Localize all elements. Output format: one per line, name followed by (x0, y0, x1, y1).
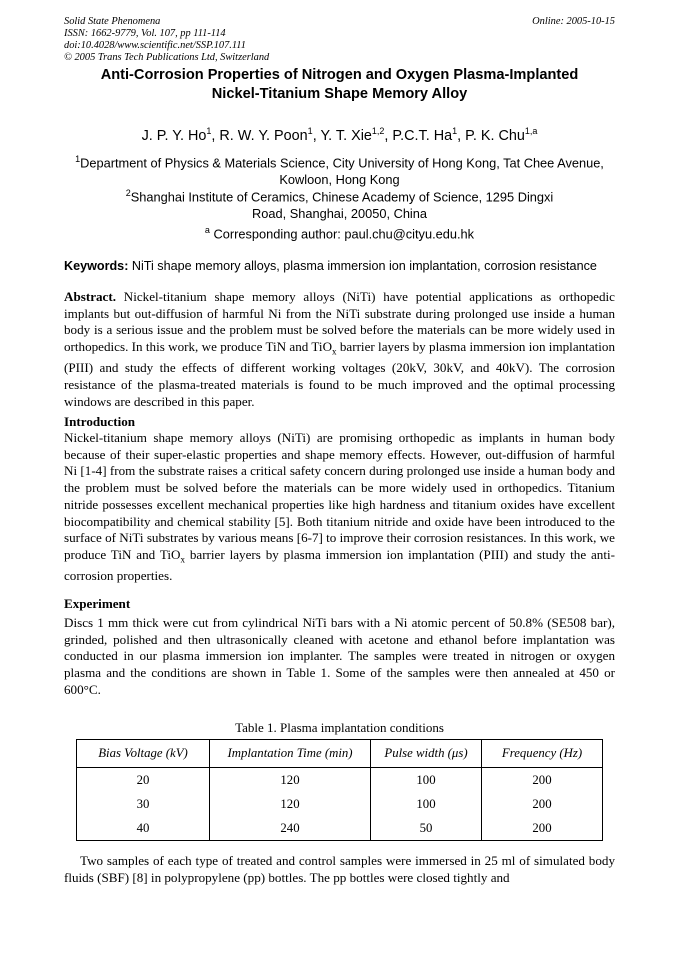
abstract-label: Abstract. (64, 289, 116, 304)
table-cell: 100 (371, 768, 482, 793)
affiliation-1-line-1: Department of Physics & Materials Science, City University of Hong Kong, Tat Chee Avenue, (80, 155, 604, 171)
doi-line: doi:10.4028/www.scientific.net/SSP.107.111 (64, 40, 246, 51)
header-pulse-width: Pulse width (μs) (371, 740, 482, 768)
introduction-text-1: Nickel-titanium shape memory alloys (NiTi) are promising orthopedic as implants in human body because of their super-elastic properties and shape memory effects. However, out-diffusion of harmful Ni [1-4] from the substrate raises a critical safety concern during prolonged use inside a human body and the problem must be solved before the materials can be more widely used in orthopedics. Titanium nitride possesses excellent mechanical properties like high hardness and titanium oxides have excellent biocompatibility and chemical stability [5]. Both titanium nitride and oxide have been introduced to the surface of NiTi substrates by various means [6-7] to improve their corrosion resistances. In this work, we produce TiN and TiO (64, 430, 615, 562)
affiliation-1-line-2: Kowloon, Hong Kong (279, 171, 400, 187)
author-affiliation-mark: 1 (307, 126, 313, 136)
table-row (77, 768, 603, 793)
conditions-table (76, 739, 603, 841)
author-affiliation-mark: 1,a (524, 126, 538, 136)
introduction-heading: Introduction (64, 414, 136, 429)
experiment-paragraph: Discs 1 mm thick were cut from cylindrical NiTi bars with a Ni atomic percent of 50.8% (SE508 bar), grinded, polished and then ultrasonically cleaned with acetone and ethanol before implantation was conducted in our plasma immersion ion implanter. The samples were treated in nitrogen or oxygen plasma and the conditions are shown in Table 1. Some of the samples were then annealed at 450 or 600°C. (64, 615, 615, 697)
title-line-1: Anti-Corrosion Properties of Nitrogen and Oxygen Plasma-Implanted (100, 67, 579, 83)
author-separator: , (457, 127, 466, 144)
table-cell: 30 (77, 792, 210, 816)
author-separator: , (384, 127, 393, 144)
table-cell: 50 (371, 816, 482, 841)
author-list (64, 126, 615, 144)
paper-title (64, 66, 615, 104)
introduction-paragraph (64, 430, 615, 585)
abstract-text-1: Nickel-titanium shape memory alloys (NiTi) have potential applications as orthopedic implants but out-diffusion of harmful Ni from the NiTi substrate during prolonged use inside a human body is a serious issue and the problem must be solved before the materials can be more widely used in orthopedics. In this work, we produce TiN and TiO (64, 289, 615, 355)
corresponding-mark: a (204, 225, 210, 235)
header-bias-voltage: Bias Voltage (kV) (77, 740, 210, 768)
table-cell: 200 (482, 768, 603, 793)
affiliation-2-line-2: Road, Shanghai, 20050, China (251, 205, 428, 221)
author-affiliation-mark: 1,2 (371, 126, 385, 136)
affiliation-2-line-1: Shanghai Institute of Ceramics, Chinese Academy of Science, 1295 Dingxi (130, 189, 554, 205)
header-implantation-time: Implantation Time (min) (210, 740, 371, 768)
table-row (77, 816, 603, 841)
table-cell: 120 (210, 768, 371, 793)
abstract-text-2: barrier layers by plasma immersion ion implantation (PIII) and study the effects of different working voltages (20kV, 30kV, and 40kV). The corrosion resistance of the plasma-treated materials is found to be much improved and the optimal processing windows are described in this paper. (64, 339, 615, 409)
keywords-label: Keywords: (64, 259, 129, 273)
affiliation-2-mark: 2 (125, 188, 131, 198)
table-row (77, 792, 603, 816)
table-cell: 200 (482, 816, 603, 841)
corresponding-email: Corresponding author: paul.chu@cityu.edu.hk (209, 226, 475, 242)
author-separator: , (211, 127, 220, 144)
header-frequency: Frequency (Hz) (482, 740, 603, 768)
copyright-line: © 2005 Trans Tech Publications Ltd, Switzerland (64, 52, 270, 63)
author-name: J. P. Y. Ho (141, 127, 207, 144)
author-name: P. K. Chu (465, 127, 525, 144)
closing-paragraph: Two samples of each type of treated and control samples were immersed in 25 ml of simulated body fluids (SBF) [8] in polypropylene (pp) bottles. The pp bottles were closed tightly and (64, 853, 615, 885)
table-header-row (77, 740, 603, 768)
journal-name: Solid State Phenomena (64, 16, 161, 27)
author-affiliation-mark: 1 (452, 126, 458, 136)
table-cell: 200 (482, 792, 603, 816)
keywords-text: NiTi shape memory alloys, plasma immersion ion implantation, corrosion resistance (128, 259, 597, 273)
abstract-paragraph (64, 289, 615, 411)
issn-line: ISSN: 1662-9779, Vol. 107, pp 111-114 (64, 28, 226, 39)
author-name: Y. T. Xie (320, 127, 372, 144)
table-cell: 100 (371, 792, 482, 816)
journal-header (64, 16, 269, 64)
introduction-subscript: x (180, 554, 185, 565)
table-cell: 20 (77, 768, 210, 793)
experiment-heading: Experiment (64, 596, 131, 611)
author-name: R. W. Y. Poon (219, 127, 308, 144)
abstract-subscript: x (332, 346, 337, 357)
table-cell: 240 (210, 816, 371, 841)
table-caption: Table 1. Plasma implantation conditions (235, 720, 444, 735)
table-cell: 40 (77, 816, 210, 841)
affiliation-1 (64, 151, 615, 188)
keywords (64, 259, 615, 273)
introduction-text-2: barrier layers by plasma immersion ion implantation (PIII) and study the anti-corrosion properties. (64, 546, 615, 584)
author-affiliation-mark: 1 (206, 126, 212, 136)
title-line-2: Nickel-Titanium Shape Memory Alloy (211, 86, 468, 102)
online-date: Online: 2005-10-15 (532, 16, 615, 27)
affiliation-2 (64, 185, 615, 222)
corresponding-author (64, 222, 615, 243)
table-cell: 120 (210, 792, 371, 816)
affiliation-1-mark: 1 (75, 154, 81, 164)
author-name: P.C.T. Ha (392, 127, 453, 144)
author-separator: , (312, 127, 321, 144)
